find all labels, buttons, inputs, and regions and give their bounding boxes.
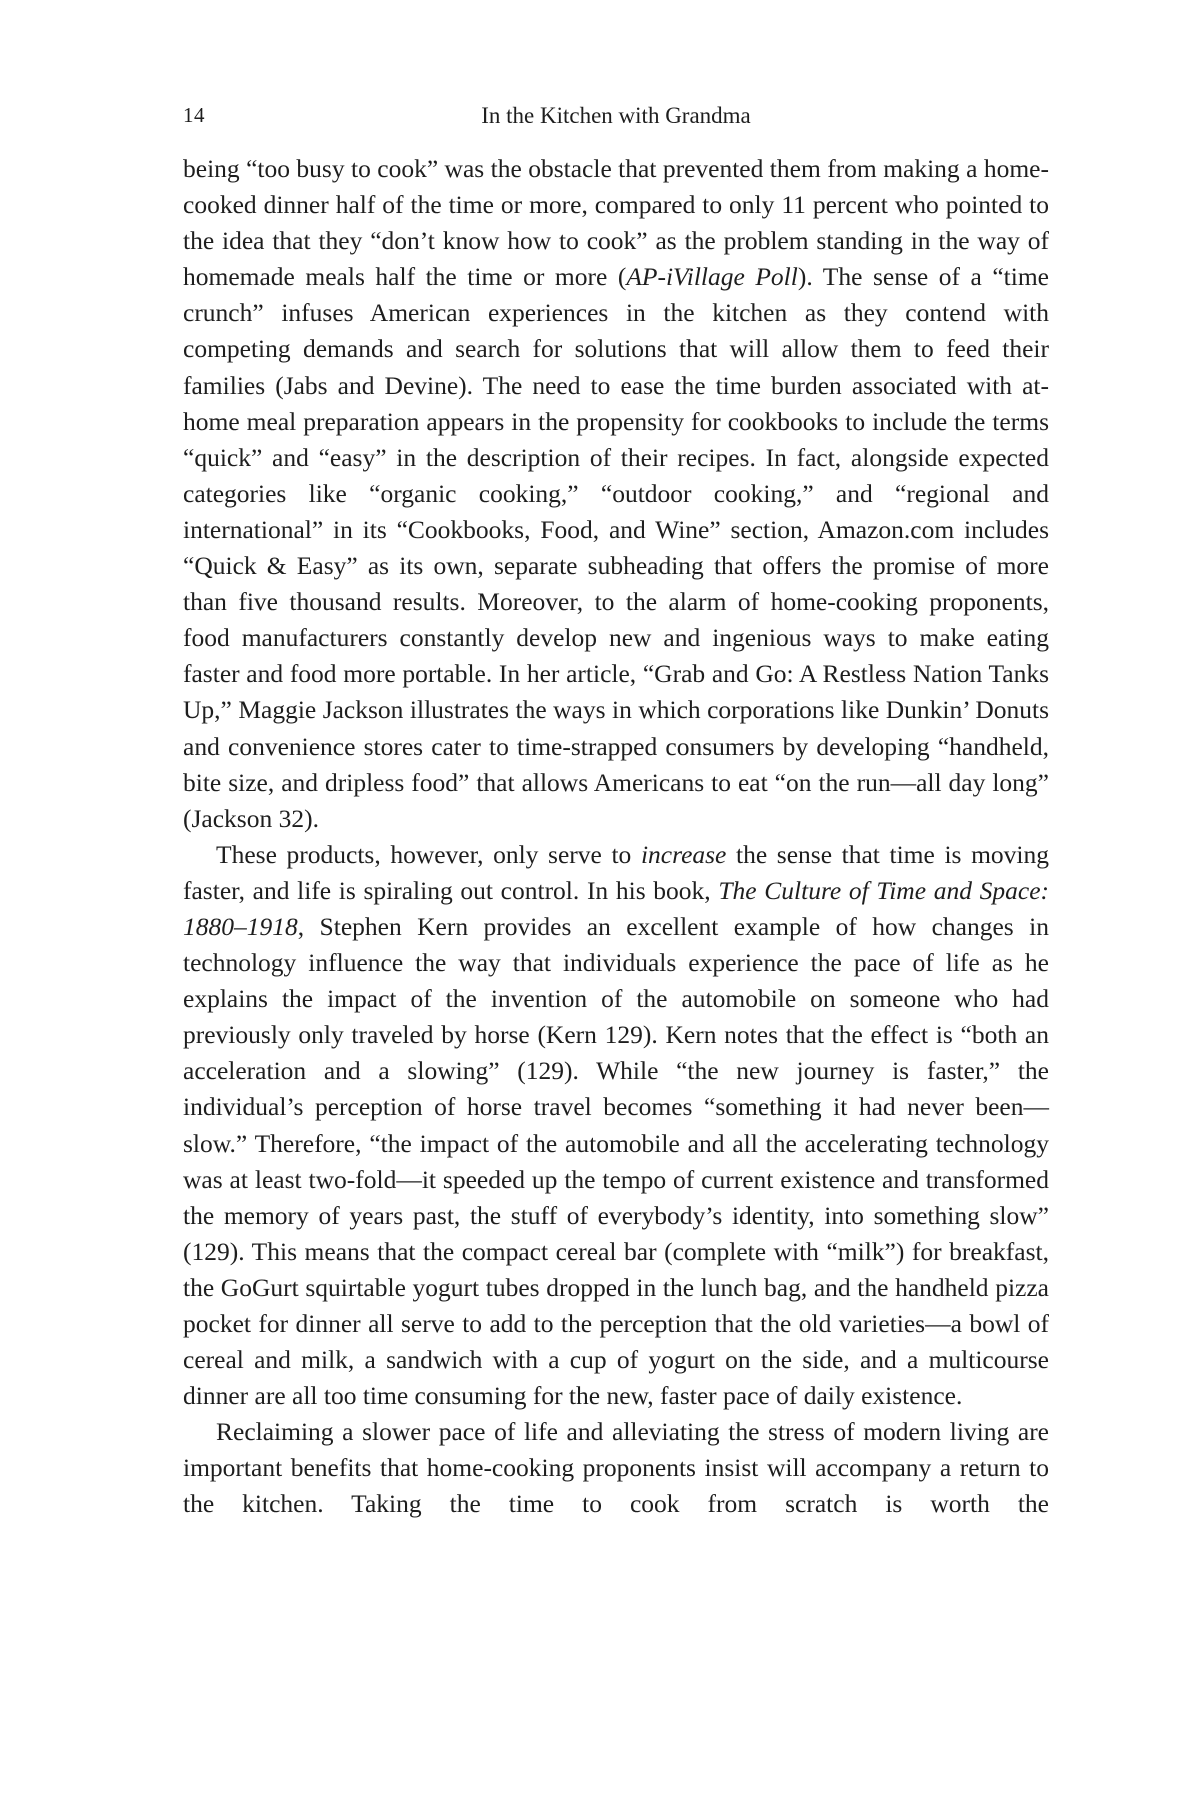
italic-text-run: AP-iVillage Poll [626, 262, 798, 292]
text-run: , Stephen Kern provides an excellent example of how changes in technology influence the way that individuals experience the pace of life as he explains the impact of the invention of the automobile on someone who had previously only traveled by horse (Kern 129). Kern notes that the effect is “both an acceleration and a slowing” (129). While “the new journey is faster,” the individual’s perception of horse travel becomes “something it had never been—slow.” Therefore, “the impact of the automobile and all the accelerating technology was at least two-fold—it speeded up the tempo of current existence and transformed the memory of years past, the stuff of everybody’s identity, into something slow” (129). This means that the compact cereal bar (complete with “milk”) for breakfast, the GoGurt squirtable yogurt tubes dropped in the lunch bag, and the handheld pizza pocket for dinner all serve to add to the perception that the old varieties—a bowl of cereal and milk, a sandwich with a cup of yogurt on the side, and a multicourse dinner are all too time consuming for the new, faster pace of daily existence. [183, 911, 1049, 1411]
page-number: 14 [183, 103, 205, 127]
running-head [183, 103, 1049, 133]
body-text [183, 151, 1049, 1523]
italic-text-run: increase [640, 839, 727, 869]
text-run: ). The sense of a “time crunch” infuses American experiences in the kitchen as they contend with competing demands and search for solutions that will allow them to feed their families (Jabs and Devine). The need to ease the time burden associated with at-home meal preparation appears in the propensity for cookbooks to include the terms “quick” and “easy” in the description of their recipes. In fact, alongside expected categories like “organic cooking,” “outdoor cooking,” and “regional and international” in its “Cookbooks, Food, and Wine” section, Amazon.com includes “Quick & Easy” as its own, separate subheading that offers the promise of more than five thousand results. Moreover, to the alarm of home-cooking proponents, food manufacturers constantly develop new and ingenious ways to make eating faster and food more portable. In her article, “Grab and Go: A Restless Nation Tanks Up,” Maggie Jackson illustrates the ways in which corporations like Dunkin’ Donuts and convenience stores cater to time-strapped consumers by developing “handheld, bite size, and dripless food” that allows Americans to eat “on the run—all day long” (Jackson 32). [183, 262, 1049, 833]
text-run: These products, however, only serve to [216, 839, 641, 869]
paragraph-2 [183, 837, 1049, 1415]
paragraph-1 [183, 151, 1049, 837]
text-run: Reclaiming a slower pace of life and alleviating the stress of modern living are important benefits that home-cooking proponents insist will accompany a return to the kitchen. Taking the time to cook from scratch is worth the [183, 1417, 1049, 1519]
book-title: In the Kitchen with Grandma [481, 103, 751, 128]
text-run: the sense that time is moving faster, and life is spiraling out control. In his book, [183, 839, 1049, 905]
italic-text-run: The Culture of Time and Space: 1880–1918 [183, 875, 1049, 941]
paragraph-3 [183, 1414, 1049, 1522]
text-run: being “too busy to cook” was the obstacle that prevented them from making a home-cooked dinner half of the time or more, compared to only 11 percent who pointed to the idea that they “don’t know how to cook” as the problem standing in the way of homemade meals half the time or more ( [183, 154, 1049, 292]
